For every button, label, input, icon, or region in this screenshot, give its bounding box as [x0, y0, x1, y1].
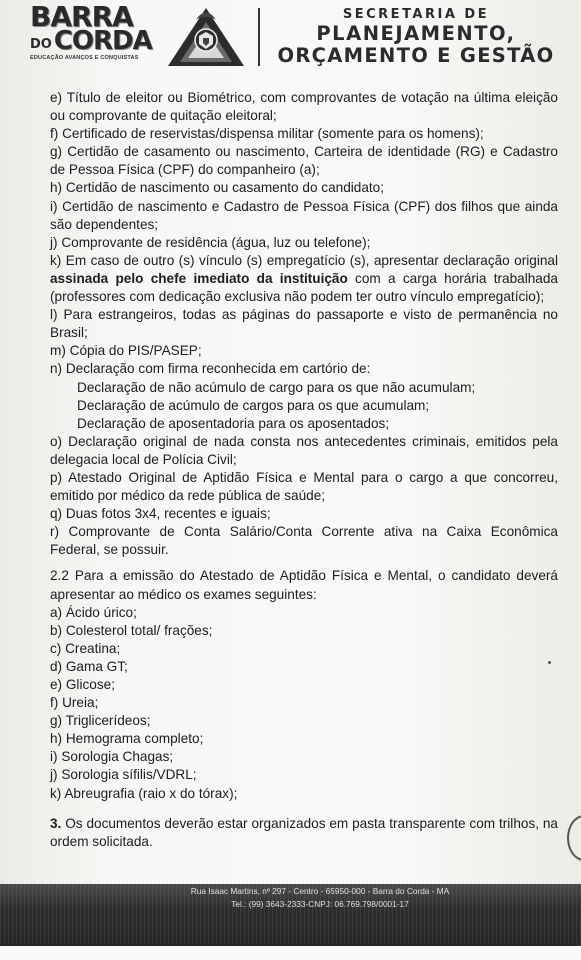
item-k — [50, 252, 558, 306]
binder-hole-mark — [567, 815, 581, 861]
item-p: p) Atestado Original de Aptidão Física e Mental para o cargo a que concorreu, emitido por médico da rede pública de saúde; — [50, 469, 558, 504]
item-e: e) Título de eleitor ou Biométrico, com comprovantes de votação na última eleição ou comprovante de quitação eleitoral; — [50, 90, 558, 124]
item-n-sub-2: Declaração de acúmulo de cargos para os que acumulam; — [77, 397, 430, 413]
item-g: g) Certidão de casamento ou nascimento, Carteira de identidade (RG) e Cadastro de Pessoa Física (CPF) do companheiro (a); — [50, 144, 558, 178]
document-body — [50, 89, 558, 851]
exam-c: c) Creatina; — [50, 640, 121, 656]
department-line3: ORÇAMENTO E GESTÃO — [277, 44, 555, 67]
logo-tagline: EDUCAÇÃO AVANÇOS E CONQUISTAS — [30, 55, 139, 61]
barra-do-corda-logo — [30, 0, 165, 70]
exam-k: k) Abreugrafia (raio x do tórax); — [50, 785, 238, 801]
department-line1: SECRETARIA DE — [342, 7, 490, 22]
item-n: n) Declaração com firma reconhecida em cartório de: — [50, 361, 371, 377]
item-m: m) Cópia do PIS/PASEP; — [50, 343, 202, 359]
item-j: j) Comprovante de residência (água, luz ou telefone); — [50, 234, 371, 250]
department-title — [266, 6, 566, 67]
exam-j: j) Sorologia sífilis/VDRL; — [50, 767, 197, 783]
item-k-text-bold: assinada pelo chefe imediato da instituição — [50, 270, 348, 286]
item-k-text-post: com a carga horária trabalhada (professores com dedicação exclusiva não podem ter outro vínculo empregatício); — [50, 270, 558, 305]
section-3 — [50, 815, 558, 851]
exam-h: h) Hemograma completo; — [50, 731, 204, 747]
municipal-emblem-icon — [166, 2, 246, 68]
footer-address: Rua Isaac Martins, nº 297 - Centro - 65950-000 - Barra do Corda - MA — [190, 886, 450, 896]
exam-i: i) Sorologia Chagas; — [50, 749, 174, 765]
footer-band — [0, 884, 581, 946]
item-k-text-pre: k) Em caso de outro (s) vínculo (s) empregatício (s), apresentar declaração original — [50, 252, 558, 268]
item-h: h) Certidão de nascimento ou casamento do candidato; — [50, 180, 385, 196]
item-q: q) Duas fotos 3x4, recentes e iguais; — [50, 506, 271, 522]
logo-line1: BARRA — [30, 0, 133, 33]
exam-d: d) Gama GT; — [50, 658, 128, 674]
letterhead — [0, 0, 581, 90]
item-r: r) Comprovante de Conta Salário/Conta Corrente ativa na Caixa Econômica Federal, se possuir. — [50, 524, 558, 558]
exam-a: a) Ácido úrico; — [50, 604, 137, 620]
section-2-2: 2.2 Para a emissão do Atestado de Aptidão Física e Mental, o candidato deverá apresentar ao médico os exames seguintes: — [50, 568, 558, 602]
page-bottom-margin — [0, 946, 581, 960]
item-o: o) Declaração original de nada consta nos antecedentes criminais, emitidos pela delegacia local de Polícia Civil; — [50, 433, 558, 467]
item-i: i) Certidão de nascimento e Cadastro de Pessoa Física (CPF) dos filhos que ainda são dependentes; — [50, 198, 558, 232]
footer-phone-cnpj: Tel.: (99) 3643-2333-CNPJ: 06.769.798/0001-17 — [231, 899, 409, 909]
exam-g: g) Triglicerídeos; — [50, 713, 151, 729]
item-n-sub-1: Declaração de não acúmulo de cargo para os que não acumulam; — [77, 379, 476, 395]
logo-line2-big: CORDA — [53, 26, 152, 56]
logo-line2-small: DO — [30, 37, 52, 52]
exam-e: e) Glicose; — [50, 677, 115, 692]
header-divider — [258, 8, 260, 66]
item-n-sub-3: Declaração de aposentadoria para os aposentados; — [77, 415, 390, 431]
item-l: l) Para estrangeiros, todas as páginas do passaporte e visto de permanência no Brasil; — [50, 307, 558, 341]
footer-contact — [110, 885, 530, 911]
section-3-text: Os documentos deverão estar organizados em pasta transparente com trilhos, na ordem solicitada. — [50, 815, 558, 849]
exam-f: f) Ureia; — [50, 695, 99, 711]
exam-b: b) Colesterol total/ frações; — [50, 622, 213, 638]
section-3-number: 3. — [50, 815, 62, 831]
scan-speck — [548, 661, 551, 664]
item-f: f) Certificado de reservistas/dispensa militar (somente para os homens); — [50, 126, 484, 142]
department-line2: PLANEJAMENTO, — [316, 22, 516, 45]
